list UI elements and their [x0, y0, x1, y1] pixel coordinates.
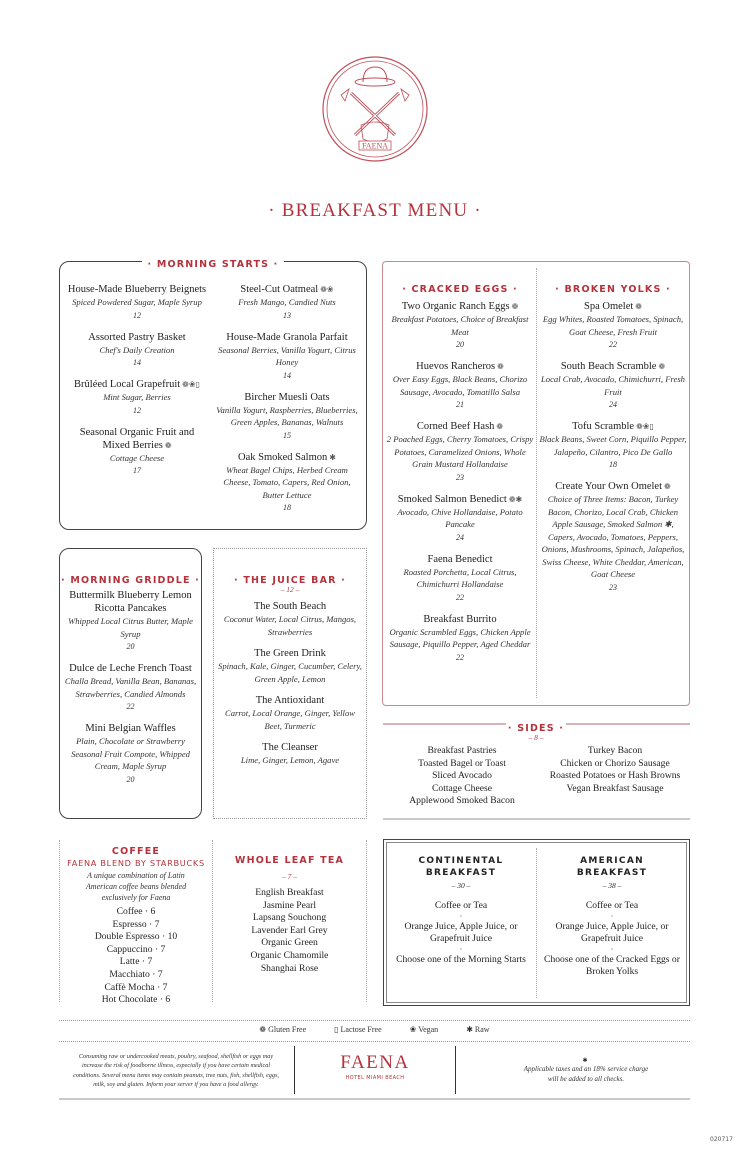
menu-item-description: Roasted Porchetta, Local Citrus, Chimichurri Hollandaise: [403, 566, 517, 589]
menu-item: [216, 600, 364, 638]
legend-label: Lactose Free: [340, 1025, 382, 1034]
dietary-marks-icon: ❁: [494, 422, 504, 431]
menu-item-price: 22: [609, 340, 617, 349]
menu-item-description: Seasonal Berries, Vanilla Yogurt, Citrus Honey: [218, 344, 356, 367]
menu-item: [66, 283, 208, 322]
sides-right-list: [540, 745, 690, 795]
list-item: English Breakfast: [255, 887, 324, 898]
menu-item-name: Two Organic Ranch Eggs ❁: [401, 301, 519, 312]
list-item: Vegan Breakfast Sausage: [566, 782, 664, 794]
menu-item-price: 20: [126, 642, 135, 651]
hotel-subtitle: HOTEL MIAMI BEACH: [345, 1075, 405, 1081]
american-price: – 38 –: [602, 881, 622, 890]
list-item: Chicken or Chorizo Sausage: [560, 757, 670, 769]
menu-item-name: Buttermilk Blueberry Lemon Ricotta Pancakes: [69, 590, 192, 614]
menu-item-description: Avocado, Chive Hollandaise, Potato Pancake: [397, 506, 523, 529]
menu-item: [212, 283, 362, 322]
list-item: Coffee · 6: [116, 906, 156, 917]
menu-item-description: Black Beans, Sweet Corn, Piquillo Pepper, Jalapeño, Cilantro, Pico De Gallo: [539, 434, 687, 457]
list-item: Cottage Cheese: [432, 782, 492, 794]
separator-dot: ·: [610, 911, 614, 921]
menu-item: [386, 553, 534, 604]
menu-item-description: Fresh Mango, Candied Nuts: [238, 297, 336, 307]
tea-heading: WHOLE LEAF TEA: [234, 855, 345, 866]
menu-item-price: 20: [456, 340, 464, 349]
menu-item-price: 22: [456, 652, 464, 662]
dietary-legend: [59, 1025, 690, 1034]
menu-item-name: Create Your Own Omelet ❁: [555, 481, 671, 492]
menu-code: 020717: [710, 1136, 733, 1143]
menu-item-name: Breakfast Burrito: [423, 613, 497, 625]
menu-item-description: Coconut Water, Local Citrus, Mangos, Strawberries: [223, 614, 357, 637]
american-breakfast: [537, 855, 687, 979]
menu-item-price: 20: [126, 774, 135, 784]
menu-item-name: Seasonal Organic Fruit and Mixed Berries ❁: [79, 426, 195, 451]
menu-item-name: Spa Omelet ❁: [584, 301, 642, 312]
dietary-marks-icon: ❁: [509, 302, 519, 311]
menu-item-name: The Green Drink: [254, 648, 326, 659]
set-breakfast-line: Coffee or Tea: [585, 900, 639, 911]
menu-item: [212, 331, 362, 382]
list-item: Caffè Mocha · 7: [104, 981, 168, 993]
menu-item: [62, 722, 199, 786]
menu-item: [62, 589, 199, 653]
menu-item-price: 12: [133, 405, 141, 415]
menu-item-description: Local Crab, Avocado, Chimichurri, Fresh Fruit: [541, 374, 685, 397]
list-item: Sliced Avocado: [432, 770, 492, 782]
menu-item: [216, 741, 364, 767]
menu-item: [66, 378, 208, 417]
continental-price: – 30 –: [451, 881, 471, 890]
list-item: Lapsang Souchong: [252, 912, 327, 924]
sides-left-list: [392, 745, 532, 808]
legend-label: Vegan: [418, 1025, 439, 1034]
menu-item-description: Egg Whites, Roasted Tomatoes, Spinach, Goat Cheese, Fresh Fruit: [542, 314, 684, 337]
american-title: AMERICAN: [580, 856, 644, 866]
faena-wordmark: FAENA: [340, 1052, 410, 1073]
allergy-disclaimer: Consuming raw or undercooked meats, poultry, seafood, shellfish or eggs may increase the risk of foodborne illness, especially if you have certain medical conditions. Several menu items may contain peanuts, tree nuts, fish, shellfish, eggs, milk, soy and gluten. Inform your server if you have a food allergy.: [73, 1053, 279, 1088]
menu-item-name: Dulce de Leche French Toast: [69, 663, 192, 674]
dietary-marks-icon: ❁❀▯: [180, 380, 200, 389]
menu-item-name: The South Beach: [253, 601, 327, 612]
dietary-marks-icon: ❁: [162, 440, 172, 450]
menu-item-name: The Antioxidant: [255, 695, 325, 706]
menu-item-price: 13: [283, 310, 291, 320]
set-breakfast-line: Choose one of the Morning Starts: [396, 953, 526, 965]
dietary-marks-icon: ❁: [656, 362, 666, 371]
legend-item: [334, 1025, 382, 1034]
menu-item: [212, 451, 362, 515]
coffee-description: A unique combination of Latin American coffee beans blended exclusively for Faena: [85, 871, 187, 902]
faena-crest-logo: [321, 55, 429, 163]
menu-item-name: Bircher Muesli Oats: [244, 391, 330, 403]
menu-item: [539, 360, 687, 411]
menu-item-name: Steel-Cut Oatmeal ❁❀: [240, 284, 334, 295]
menu-item: [386, 613, 534, 664]
juice-bar-price: – 12 –: [280, 585, 300, 594]
coffee-subheading: FAENA BLEND BY STARBUCKS: [67, 858, 205, 868]
list-item: Organic Chamomile: [250, 949, 329, 961]
continental-breakfast: [386, 855, 536, 966]
legend-label: Raw: [474, 1025, 490, 1034]
list-item: Double Espresso · 10: [94, 931, 178, 943]
list-item: Breakfast Pastries: [427, 745, 497, 756]
menu-item-name: The Cleanser: [262, 742, 318, 753]
morning-starts-right-column: [212, 283, 362, 523]
set-breakfast-line: Choose one of the Cracked Eggs or Broken Yolks: [544, 953, 680, 977]
svg-text:FAENA: FAENA: [361, 141, 389, 151]
menu-item-description: Mint Sugar, Berries: [103, 392, 171, 402]
menu-item-price: 23: [609, 582, 617, 592]
sides-heading: · SIDES ·: [507, 723, 565, 734]
dietary-marks-icon: ❁✱: [506, 494, 523, 504]
juice-bar-heading: · THE JUICE BAR ·: [234, 575, 346, 586]
dietary-marks-icon: ❁: [662, 482, 671, 491]
menu-item: [386, 360, 534, 411]
sides-price: – 8 –: [528, 733, 544, 742]
menu-item: [66, 426, 208, 478]
set-breakfast-line: Coffee or Tea: [434, 900, 488, 911]
list-item: Espresso · 7: [112, 918, 160, 930]
american-title-2: BREAKFAST: [576, 868, 648, 878]
menu-item-description: Organic Scrambled Eggs, Chicken Apple Sausage, Piquillo Pepper, Aged Cheddar: [389, 626, 531, 649]
list-item: Cappuccino · 7: [106, 943, 166, 955]
menu-item-description: Whipped Local Citrus Butter, Maple Syrup: [68, 616, 193, 639]
tea-list: [213, 887, 366, 975]
menu-item-price: 24: [609, 400, 617, 409]
menu-item-name: House-Made Granola Parfait: [226, 331, 348, 343]
cracked-eggs-heading: · CRACKED EGGS ·: [402, 284, 518, 295]
menu-item-name: Brûléed Local Grapefruit ❁❀▯: [74, 379, 200, 390]
menu-item: [66, 331, 208, 370]
legend-item: [466, 1025, 489, 1034]
menu-item-price: 15: [283, 430, 291, 440]
menu-item-description: Challa Bread, Vanilla Bean, Bananas, Strawberries, Candied Almonds: [64, 676, 197, 699]
menu-item-description: Carrot, Local Orange, Ginger, Yellow Beet, Turmeric: [225, 708, 355, 731]
menu-item-description: 2 Poached Eggs, Cherry Tomatoes, Crispy Potatoes, Caramelized Onions, Whole Grain Mustard Hollandaise: [386, 434, 534, 469]
menu-item-name: Faena Benedict: [427, 553, 493, 565]
menu-item-price: 24: [456, 532, 464, 542]
list-item: Lavender Earl Grey: [251, 924, 328, 936]
menu-item-price: 21: [456, 400, 464, 409]
list-item: Turkey Bacon: [587, 745, 643, 756]
juice-bar-column: [216, 600, 364, 776]
list-item: Jasmine Pearl: [262, 899, 317, 911]
menu-item-name: Assorted Pastry Basket: [88, 331, 186, 343]
menu-item: [216, 694, 364, 732]
menu-item-price: 14: [133, 358, 141, 367]
morning-griddle-heading: · MORNING GRIDDLE ·: [61, 575, 200, 586]
list-item: Applewood Smoked Bacon: [409, 795, 515, 807]
menu-item-description: Over Easy Eggs, Black Beans, Chorizo Sausage, Avocado, Tomatillo Salsa: [392, 374, 528, 397]
menu-item: [539, 420, 687, 471]
dietary-marks-icon: ❁❀▯: [634, 422, 654, 431]
menu-item-description: Wheat Bagel Chips, Herbed Cream Cheese, Tomato, Capers, Red Onion, Butter Lettuce: [223, 464, 351, 500]
menu-item-price: 14: [283, 370, 291, 380]
menu-item-name: Corned Beef Hash ❁: [416, 421, 504, 432]
menu-item-name: Mini Belgian Waffles: [85, 723, 176, 734]
continental-title-2: BREAKFAST: [425, 868, 497, 878]
menu-item-description: Vanilla Yogurt, Raspberries, Blueberries, Green Apples, Bananas, Walnuts: [216, 404, 358, 427]
cracked-eggs-column: [386, 300, 534, 673]
broken-yolks-column: [539, 300, 687, 603]
menu-item-description: Choice of Three Items: Bacon, Turkey Bacon, Chorizo, Local Crab, Chicken Apple Sausage, Smoked Salmon ✱, Capers, Avocado, Tomatoes, Peppers, Onions, Mushrooms, Spinach, Jalapeños, Swiss Cheese, White Cheddar, American, Goat Cheese: [541, 494, 685, 579]
separator-dot: ·: [459, 911, 463, 921]
service-charge-note: Applicable taxes and an 18% service charge will be added to all checks.: [523, 1065, 649, 1083]
menu-item-description: Cottage Cheese: [109, 452, 165, 463]
list-item: Organic Green: [261, 937, 318, 949]
legend-item: [259, 1025, 306, 1034]
menu-item-name: House-Made Blueberry Beignets: [67, 284, 207, 295]
menu-item-name: South Beach Scramble ❁: [560, 361, 666, 372]
morning-griddle-column: [62, 589, 199, 795]
legend-item: [410, 1025, 439, 1034]
menu-item-description: Spiced Powdered Sugar, Maple Syrup: [72, 297, 202, 307]
page-title: · BREAKFAST MENU ·: [268, 200, 482, 221]
menu-item: [539, 480, 687, 594]
broken-yolks-heading: · BROKEN YOLKS ·: [555, 284, 671, 295]
coffee-list: [60, 906, 212, 1007]
menu-item-price: 23: [456, 472, 464, 482]
coffee-heading: COFFEE: [111, 846, 161, 857]
lactose-free-icon: ▯: [334, 1025, 341, 1034]
dietary-marks-icon: ❁❀: [318, 285, 334, 294]
menu-item-price: 22: [126, 702, 135, 711]
separator-dot: ·: [610, 944, 614, 954]
vegan-icon: ❀: [409, 1025, 419, 1034]
list-item: Toasted Bagel or Toast: [418, 757, 506, 769]
gluten-free-icon: ❁: [259, 1025, 269, 1034]
menu-item: [216, 647, 364, 685]
menu-item-description: Lime, Ginger, Lemon, Agave: [240, 755, 340, 765]
menu-item-description: Chef's Daily Creation: [99, 344, 175, 355]
menu-item-price: 22: [456, 592, 464, 602]
menu-item-name: Huevos Rancheros ❁: [416, 361, 504, 372]
menu-item-description: Spinach, Kale, Ginger, Cucumber, Celery, Green Apple, Lemon: [218, 661, 362, 684]
dietary-marks-icon: ❁: [495, 362, 504, 371]
menu-item: [539, 300, 687, 351]
set-breakfast-line: Orange Juice, Apple Juice, or Grapefruit Juice: [555, 920, 669, 944]
menu-item: [212, 391, 362, 442]
morning-starts-heading: · MORNING STARTS ·: [142, 259, 285, 270]
menu-item-price: 17: [133, 466, 141, 475]
continental-title: CONTINENTAL: [418, 856, 504, 866]
list-item: Roasted Potatoes or Hash Browns: [549, 770, 681, 782]
menu-item-price: 18: [609, 460, 617, 469]
menu-item-name: Smoked Salmon Benedict ❁✱: [397, 493, 523, 505]
list-item: Latte · 7: [119, 956, 153, 968]
list-item: Shanghai Rose: [260, 962, 319, 974]
tea-price: – 7 –: [282, 872, 297, 881]
menu-item: [386, 420, 534, 484]
list-item: Macchiato · 7: [109, 968, 163, 980]
menu-item: [62, 662, 199, 713]
separator-dot: ·: [459, 944, 463, 954]
raw-icon: ✱: [466, 1025, 475, 1034]
dietary-marks-icon: ❁: [633, 302, 642, 311]
menu-item-name: Oak Smoked Salmon ✱: [238, 451, 336, 463]
legend-label: Gluten Free: [268, 1025, 307, 1034]
morning-starts-left-column: [66, 283, 208, 486]
set-breakfast-line: Orange Juice, Apple Juice, or Grapefruit Juice: [404, 920, 518, 944]
list-item: Hot Chocolate · 6: [101, 994, 171, 1006]
menu-item-description: Plain, Chocolate or Strawberry Seasonal Fruit Compote, Whipped Cream, Maple Syrup: [71, 736, 190, 771]
menu-item: [386, 300, 534, 351]
menu-item: [386, 493, 534, 544]
menu-item-price: 12: [133, 310, 141, 320]
menu-item-name: Tofu Scramble ❁❀▯: [572, 421, 654, 432]
menu-item-description: Breakfast Potatoes, Choice of Breakfast Meat: [391, 314, 529, 337]
dietary-marks-icon: ✱: [327, 452, 336, 462]
menu-item-price: 18: [283, 503, 291, 512]
